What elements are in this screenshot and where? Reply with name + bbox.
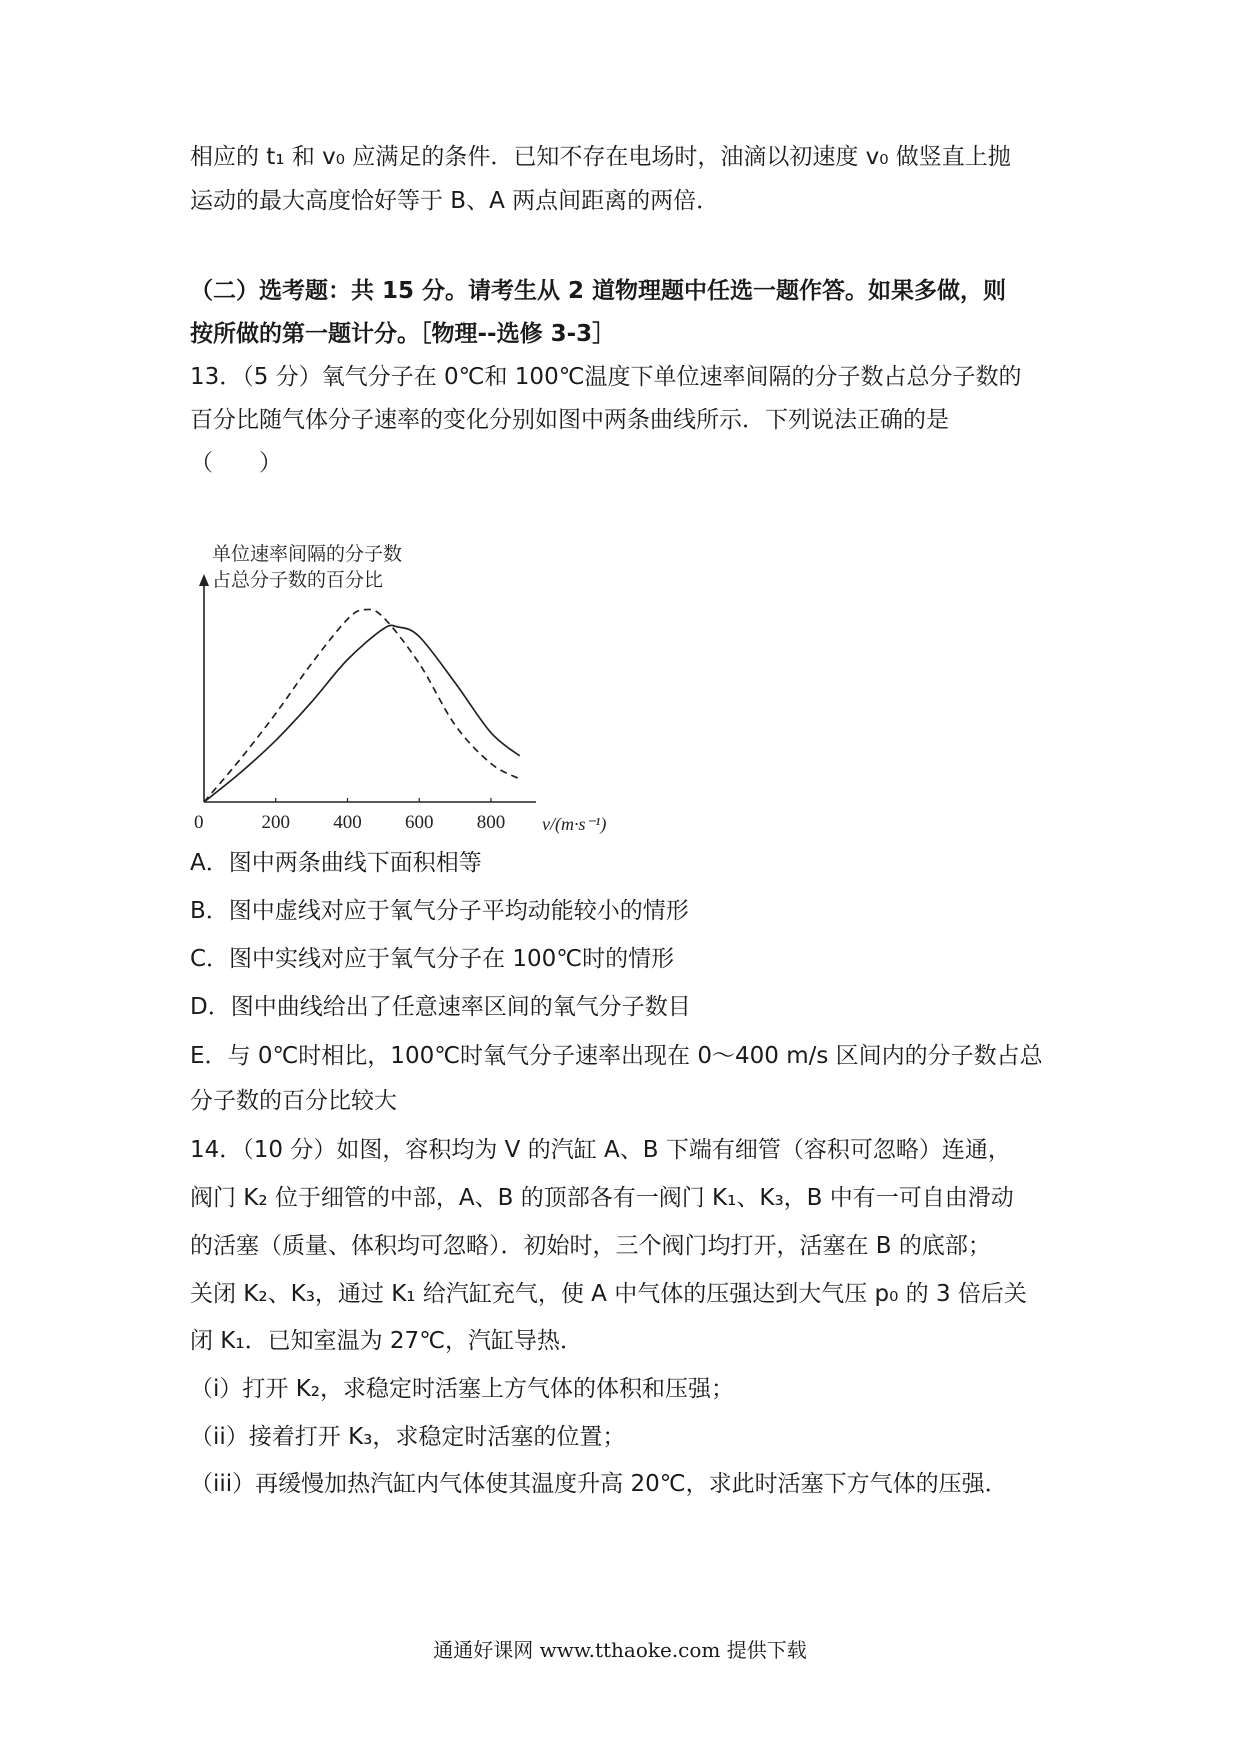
y-axis-label-line-1: 单位速率间隔的分子数 [212,543,403,565]
question-14-line-1: 14．（10 分）如图，容积均为 V 的汽缸 A、B 下端有细管（容积可忽略）连通， [190,1137,1011,1163]
x-tick-label: 200 [261,812,290,833]
question-13-stem-line-1: 13．（5 分）氧气分子在 0℃和 100℃温度下单位速率间隔的分子数占总分子数的 [190,364,1022,390]
option-e-continued: 分子数的百分比较大 [190,1088,397,1114]
question-14-part-i: （i）打开 K₂，求稳定时活塞上方气体的体积和压强； [190,1376,735,1402]
question-14-part-iii: （iii）再缓慢加热汽缸内气体使其温度升高 20℃，求此时活塞下方气体的压强． [190,1471,1008,1497]
solid-curve [204,625,520,802]
option-b: B．图中虚线对应于氧气分子平均动能较小的情形 [190,898,689,924]
question-14-line-3: 的活塞（质量、体积均可忽略）．初始时，三个阀门均打开，活塞在 B 的底部； [190,1233,991,1259]
y-axis-arrow [199,574,209,586]
option-a: A．图中两条曲线下面积相等 [190,850,482,876]
footer-source-note: 通通好课网 www.tthaoke.com 提供下载 [433,1638,807,1662]
y-axis-label-line-2: 占总分子数的百分比 [212,569,384,591]
x-tick-label: 400 [333,812,362,833]
intro-line-1: 相应的 t₁ 和 v₀ 应满足的条件．已知不存在电场时，油滴以初速度 v₀ 做竖直上抛 [190,144,1011,170]
velocity-distribution-chart [190,540,630,840]
intro-line-2: 运动的最大高度恰好等于 B、A 两点间距离的两倍． [190,188,720,214]
x-tick-label: 600 [404,812,434,833]
question-14-part-ii: （ii）接着打开 K₃，求稳定时活塞的位置； [190,1424,626,1450]
option-e: E．与 0℃时相比，100℃时氧气分子速率出现在 0～400 m/s 区间内的分子数占总 [190,1043,1043,1069]
answer-bracket: （ ） [190,450,282,476]
question-13-stem-line-2: 百分比随气体分子速率的变化分别如图中两条曲线所示．下列说法正确的是 [190,407,949,433]
chart-svg [190,540,630,840]
section-heading-line-2: 按所做的第一题计分。［物理--选修 3-3］ [190,321,616,347]
question-14-line-4: 关闭 K₂、K₃，通过 K₁ 给汽缸充气，使 A 中气体的压强达到大气压 p₀ 的 3 倍后关 [190,1281,1027,1307]
option-d: D．图中曲线给出了任意速率区间的氧气分子数目 [190,994,691,1020]
x-tick-label: 0 [194,812,204,833]
question-14-line-2: 阀门 K₂ 位于细管的中部，A、B 的顶部各有一阀门 K₁、K₃，B 中有一可自由滑动 [190,1185,1014,1211]
section-heading-line-1: （二）选考题：共 15 分。请考生从 2 道物理题中任选一题作答。如果多做，则 [190,278,1007,304]
dashed-curve [204,609,520,802]
option-c: C．图中实线对应于氧气分子在 100℃时的情形 [190,946,675,972]
question-14-line-5: 闭 K₁．已知室温为 27℃，汽缸导热． [190,1328,584,1354]
x-tick-label: 800 [476,812,506,833]
x-axis-label: v/(m·s⁻¹) [542,814,607,834]
